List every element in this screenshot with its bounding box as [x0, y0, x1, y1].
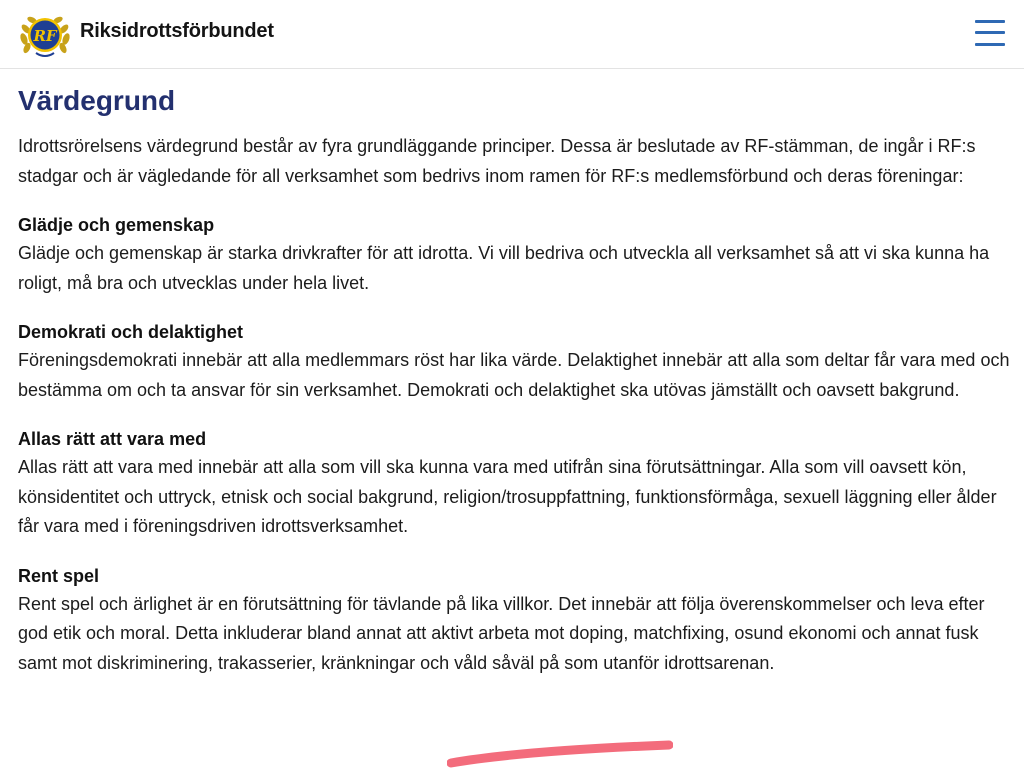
- brand-name[interactable]: Riksidrottsförbundet: [80, 20, 274, 42]
- section-demokrati: [18, 319, 1010, 405]
- main-content: [18, 84, 1010, 678]
- section-title: Demokrati och delaktighet: [18, 322, 244, 342]
- rf-logo[interactable]: [18, 9, 72, 59]
- section-text: Rent spel och ärlighet är en förutsättning för tävlande på lika villkor. Det innebär att följa överenskommelser och leva efter god etik och moral. Detta inkluderar bland annat att aktivt arbeta mot doping, matchfixing, osund ekonomi och annat fusk samt mot diskriminering, trakasserier, kränkningar och våld såväl på som utanför idrottsarenan.: [18, 593, 985, 673]
- highlighter-stroke: [447, 735, 673, 771]
- logo-text: RF: [33, 27, 57, 45]
- section-text: Glädje och gemenskap är starka drivkrafter för att idrotta. Vi vill bedriva och utveckla all verksamhet så att vi ska kunna ha roligt, må bra och utvecklas under hela livet.: [18, 243, 990, 293]
- site-header: [0, 0, 1024, 69]
- rf-logo-emblem-icon: [18, 9, 72, 59]
- section-allas-ratt: [18, 426, 1010, 542]
- section-title: Rent spel: [18, 565, 100, 586]
- section-gladje: [18, 212, 1010, 298]
- menu-button[interactable]: [970, 16, 1010, 50]
- section-text: Allas rätt att vara med innebär att alla som vill ska kunna vara med utifrån sina förutsättningar. Alla som vill oavsett kön, könsidentitet och uttryck, etnisk och social bakgrund, religion/trosuppfattning, funktionsförmåga, sexuell läggning eller ålder får vara med i föreningsdriven idrottsverksamhet.: [18, 457, 997, 536]
- section-rent-spel: [18, 563, 1010, 679]
- section-text: Föreningsdemokrati innebär att alla medlemmars röst har lika värde. Delaktighet innebär att alla som deltar får vara med och bestämma om och ta ansvar för sin verksamhet. Demokrati och delaktighet ska utövas jämställt och oavsett bakgrund.: [18, 350, 1010, 400]
- intro-paragraph: Idrottsrörelsens värdegrund består av fyra grundläggande principer. Dessa är beslutade av RF-stämman, de ingår i RF:s stadgar och är vägledande för all verksamhet som bedrivs inom ramen för RF:s medlemsförbund och deras föreningar:: [18, 136, 976, 186]
- section-title: Glädje och gemenskap: [18, 215, 215, 235]
- page-title: Värdegrund: [18, 85, 176, 116]
- section-title: Allas rätt att vara med: [18, 429, 207, 449]
